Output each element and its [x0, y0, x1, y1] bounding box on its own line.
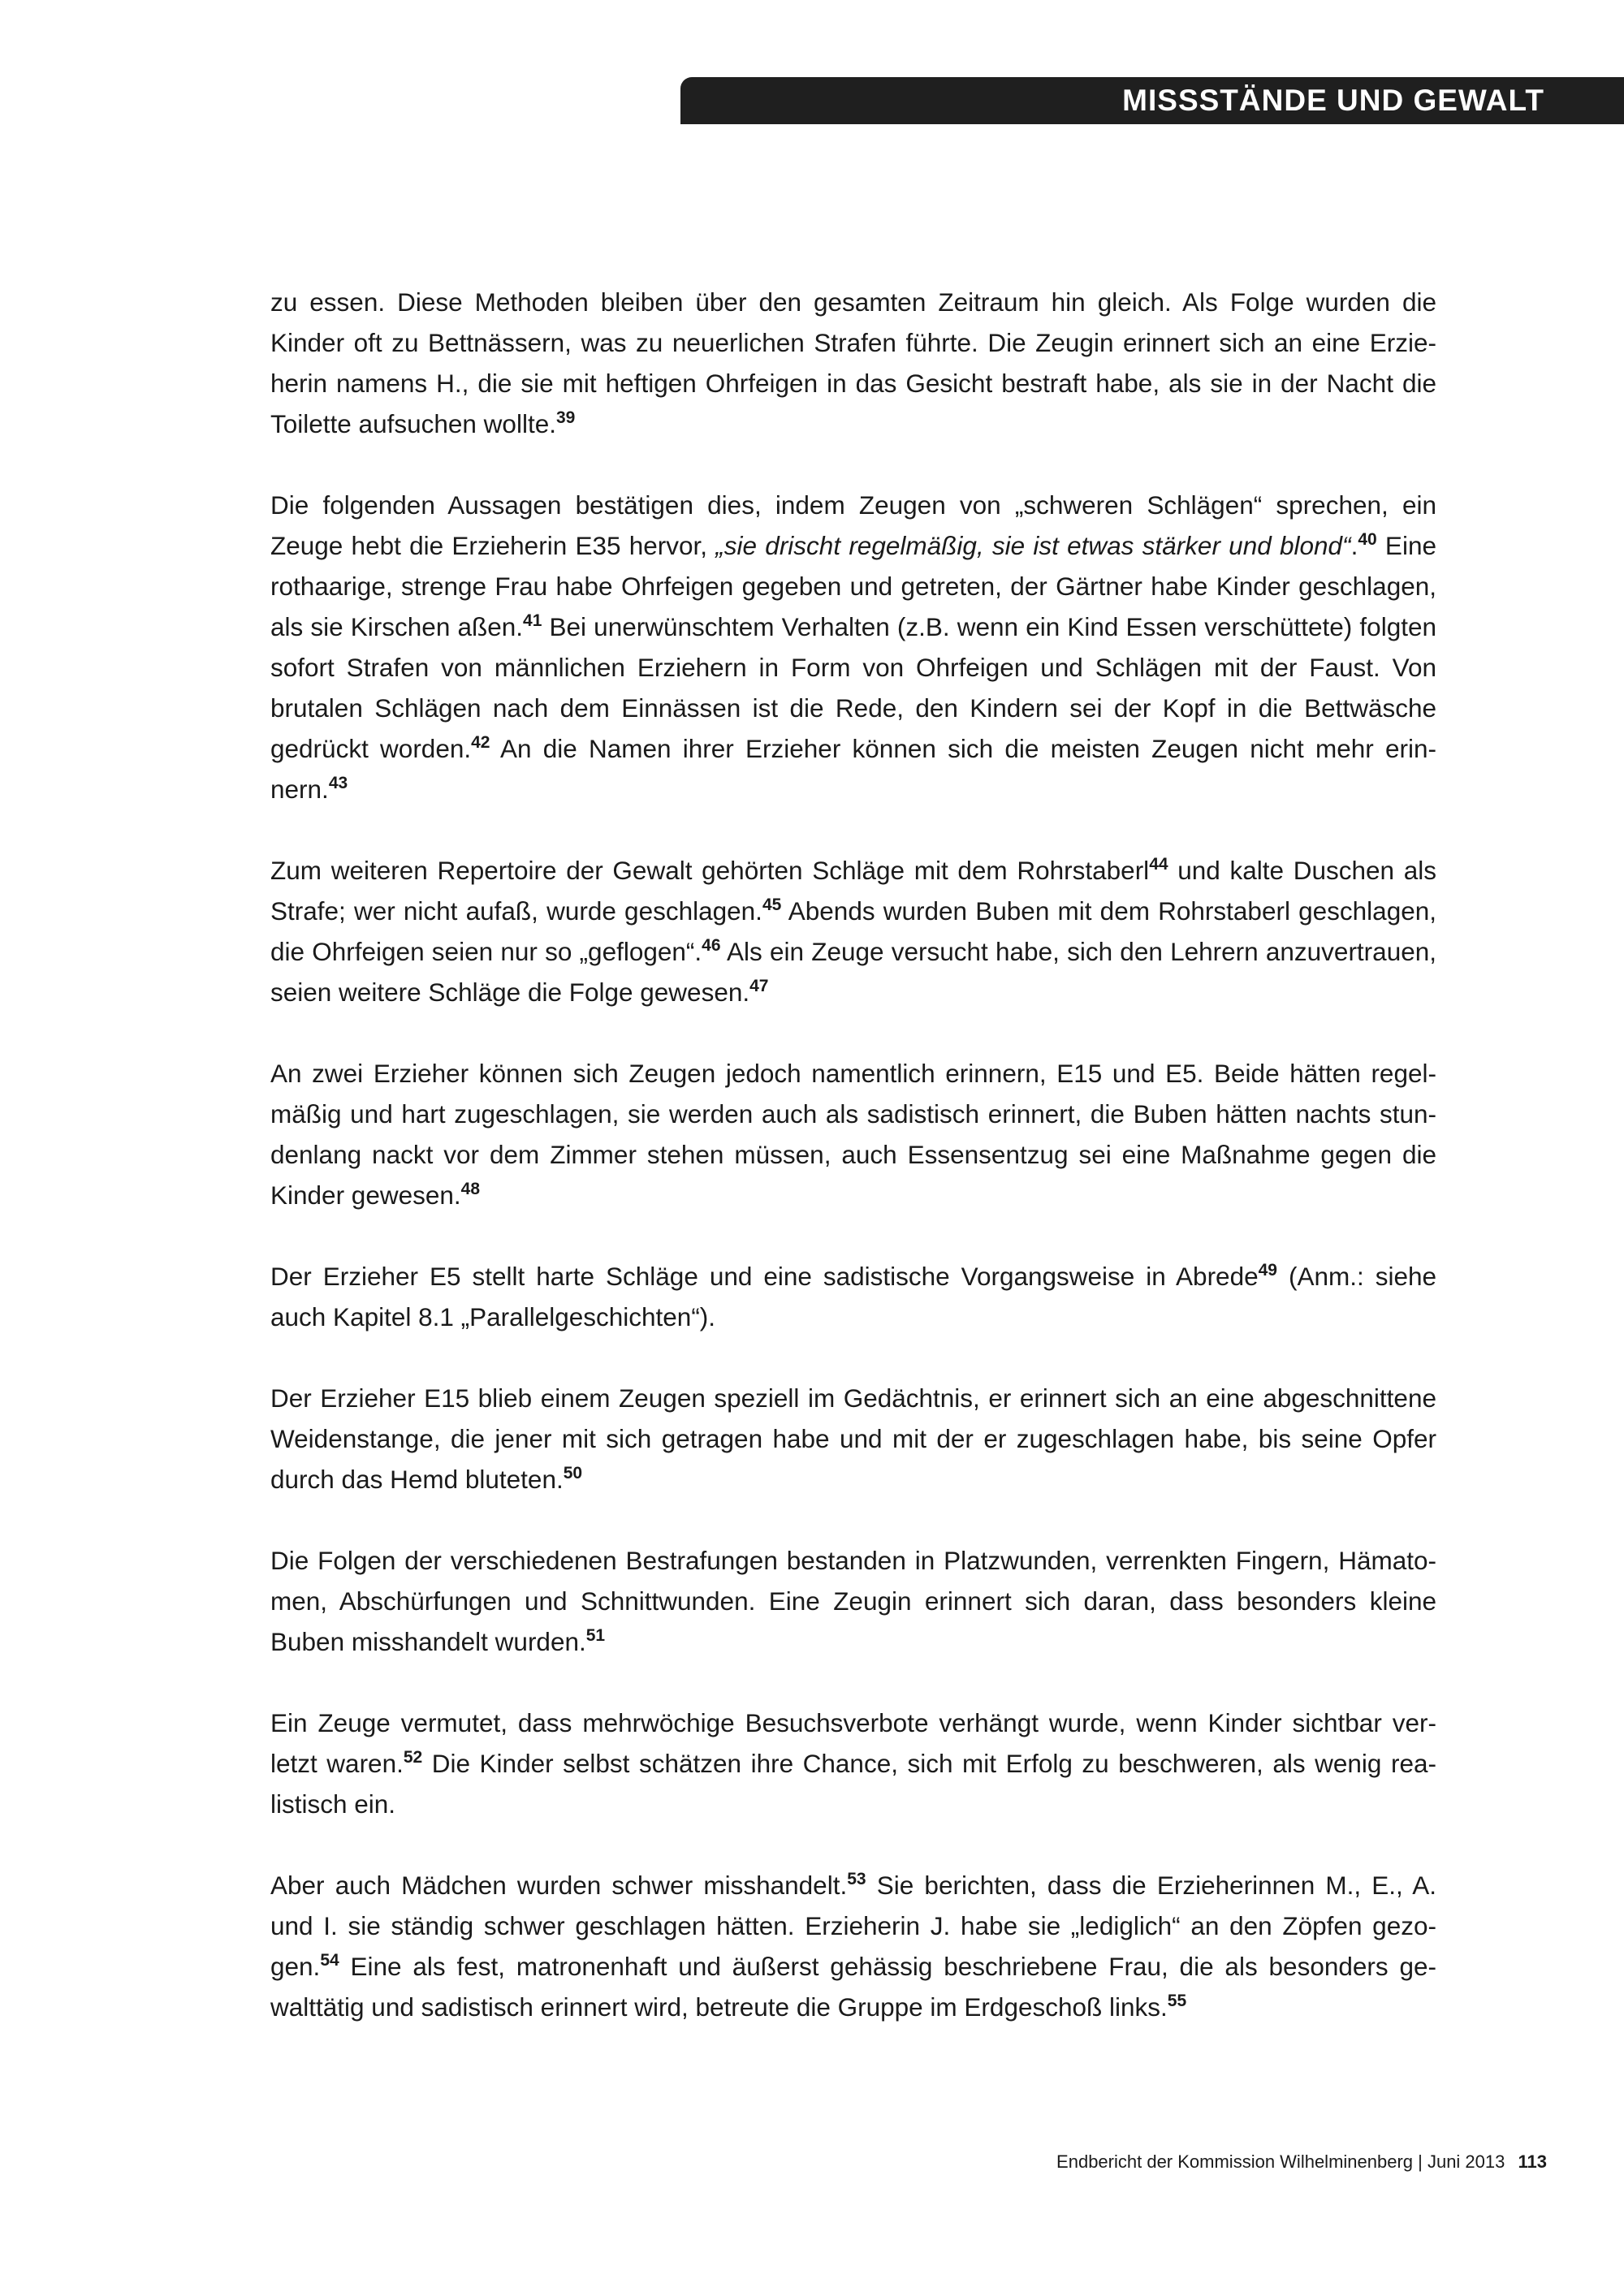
- text-run: Die folgenden Aussagen bestätigen dies, indem Zeugen von „schweren Schlägen“ sprechen, ein Zeuge hebt die Erzieherin E35 hervor,: [270, 490, 1436, 560]
- text-run: Abends wurden Buben mit dem Rohrstaberl geschlagen, die Ohrfeigen seien nur so „geflogen“.: [270, 896, 1437, 966]
- footnote-marker: 46: [702, 936, 721, 955]
- text-run: Aber auch Mädchen wurden schwer misshandelt.: [270, 1871, 848, 1900]
- body-text: [270, 282, 1436, 2027]
- text-run: Eine rothaarige, strenge Frau habe Ohrfeigen gegeben und getreten, der Gärtner habe Kinder geschlagen, als sie Kirschen aßen.: [270, 531, 1436, 641]
- paragraph: [270, 1256, 1436, 1337]
- text-run: Ein Zeuge vermutet, dass mehrwöchige Besuchsverbote verhängt wurde, wenn Kinder sichtbar verletzt waren.: [270, 1708, 1436, 1778]
- text-run: Die Kinder selbst schätzen ihre Chance, sich mit Erfolg zu beschweren, als wenig realistisch ein.: [270, 1749, 1436, 1819]
- footnote-marker: 51: [585, 1626, 606, 1645]
- text-run: Die Folgen der verschiedenen Bestrafungen bestanden in Platzwunden, verrenkten Fingern, Hämatomen, Abschürfungen und Schnittwunden. Eine Zeugin erinnert sich daran, dass besonders kleine Buben misshandelt wurden.: [270, 1546, 1436, 1656]
- footnote-marker: 44: [1149, 855, 1168, 874]
- paragraph: [270, 1865, 1436, 2027]
- section-header-bar: [680, 77, 1624, 124]
- text-run: Sie berichten, dass die Erzieherinnen M., E., A. und I. sie ständig schwer geschlagen hätten. Erzieherin J. habe sie „lediglich“ an den Zöpfen gezogen.: [270, 1871, 1436, 1981]
- paragraph: [270, 485, 1436, 809]
- text-run: Eine als fest, matronenhaft und äußerst gehässig beschriebene Frau, die als besonders gewalttätig und sadistisch erinnert wird, betreute die Gruppe im Erdgeschoß links.: [270, 1952, 1436, 2022]
- footnote-marker: 40: [1358, 530, 1377, 549]
- footnote-marker: 54: [320, 1951, 339, 1970]
- paragraph: [270, 1540, 1436, 1662]
- page-footer: [1056, 2151, 1547, 2173]
- text-run: .: [1350, 531, 1358, 560]
- footer-publication: Endbericht der Kommission Wilhelminenberg | Juni 2013: [1056, 2151, 1505, 2172]
- footnote-marker: 52: [403, 1748, 423, 1767]
- footnote-marker: 45: [762, 896, 782, 914]
- paragraph: [270, 850, 1436, 1012]
- text-run: Als ein Zeuge versucht habe, sich den Lehrern anzuvertrauen, seien weitere Schläge die Folge gewesen.: [270, 937, 1436, 1007]
- footnote-marker: 39: [555, 408, 576, 427]
- text-run: und kalte Duschen als Strafe; wer nicht aufaß, wurde geschlagen.: [270, 856, 1436, 926]
- quote-italic: „sie drischt regelmäßig, sie ist etwas stärker und blond“: [715, 531, 1351, 560]
- paragraph: [270, 1378, 1436, 1500]
- text-run: An die Namen ihrer Erzieher können sich die meisten Zeugen nicht mehr erinnern.: [270, 734, 1437, 804]
- page-number: 113: [1518, 2151, 1547, 2172]
- text-run: Der Erzieher E15 blieb einem Zeugen speziell im Gedächtnis, er erinnert sich an eine abgeschnittene Weidenstange, die jener mit sich getragen habe und mit der er zugeschlagen habe, bis seine Opfer durch das Hemd bluteten.: [270, 1383, 1436, 1494]
- footnote-marker: 55: [1167, 1992, 1187, 2010]
- text-run: Der Erzieher E5 stellt harte Schläge und eine sadistische Vorgangsweise in Abrede: [270, 1262, 1259, 1291]
- footnote-marker: 53: [847, 1870, 866, 1888]
- footnote-marker: 48: [460, 1180, 481, 1198]
- text-run: (Anm.: siehe auch Kapitel 8.1 „Parallelgeschichten“).: [270, 1262, 1436, 1331]
- footnote-marker: 47: [749, 977, 769, 995]
- footnote-marker: 49: [1258, 1261, 1277, 1280]
- text-run: Bei unerwünschtem Verhalten (z.B. wenn ein Kind Essen verschüttete) folgten sofort Strafen von männlichen Erziehern in Form von Ohrfeigen und Schlägen mit der Faust. Von brutalen Schlägen nach dem Einnässen ist die Rede, den Kindern sei der Kopf in die Bettwäsche gedrückt worden.: [270, 612, 1436, 763]
- section-title: MISSSTÄNDE UND GEWALT: [1122, 84, 1544, 117]
- text-run: An zwei Erzieher können sich Zeugen jedoch namentlich erinnern, E15 und E5. Beide hätten regelmäßig und hart zugeschlagen, sie werden auch als sadistisch erinnert, die Buben hätten nachts stundenlang nackt vor dem Zimmer stehen müssen, auch Essensentzug sei eine Maßnahme gegen die Kinder gewesen.: [270, 1059, 1436, 1210]
- footnote-marker: 42: [471, 733, 490, 752]
- text-run: zu essen. Diese Methoden bleiben über den gesamten Zeitraum hin gleich. Als Folge wurden die Kinder oft zu Bettnässern, was zu neuerlichen Strafen führte. Die Zeugin erinnert sich an eine Erzieherin namens H., die sie mit heftigen Ohrfeigen in das Gesicht bestraft habe, als sie in der Nacht die Toilette aufsuchen wollte.: [270, 287, 1436, 438]
- text-run: Zum weiteren Repertoire der Gewalt gehörten Schläge mit dem Rohrstaberl: [270, 856, 1150, 885]
- footnote-marker: 41: [523, 611, 542, 630]
- footnote-marker: 50: [563, 1464, 583, 1482]
- paragraph: [270, 1703, 1436, 1824]
- paragraph: [270, 282, 1436, 444]
- paragraph: [270, 1053, 1436, 1215]
- footnote-marker: 43: [328, 774, 348, 792]
